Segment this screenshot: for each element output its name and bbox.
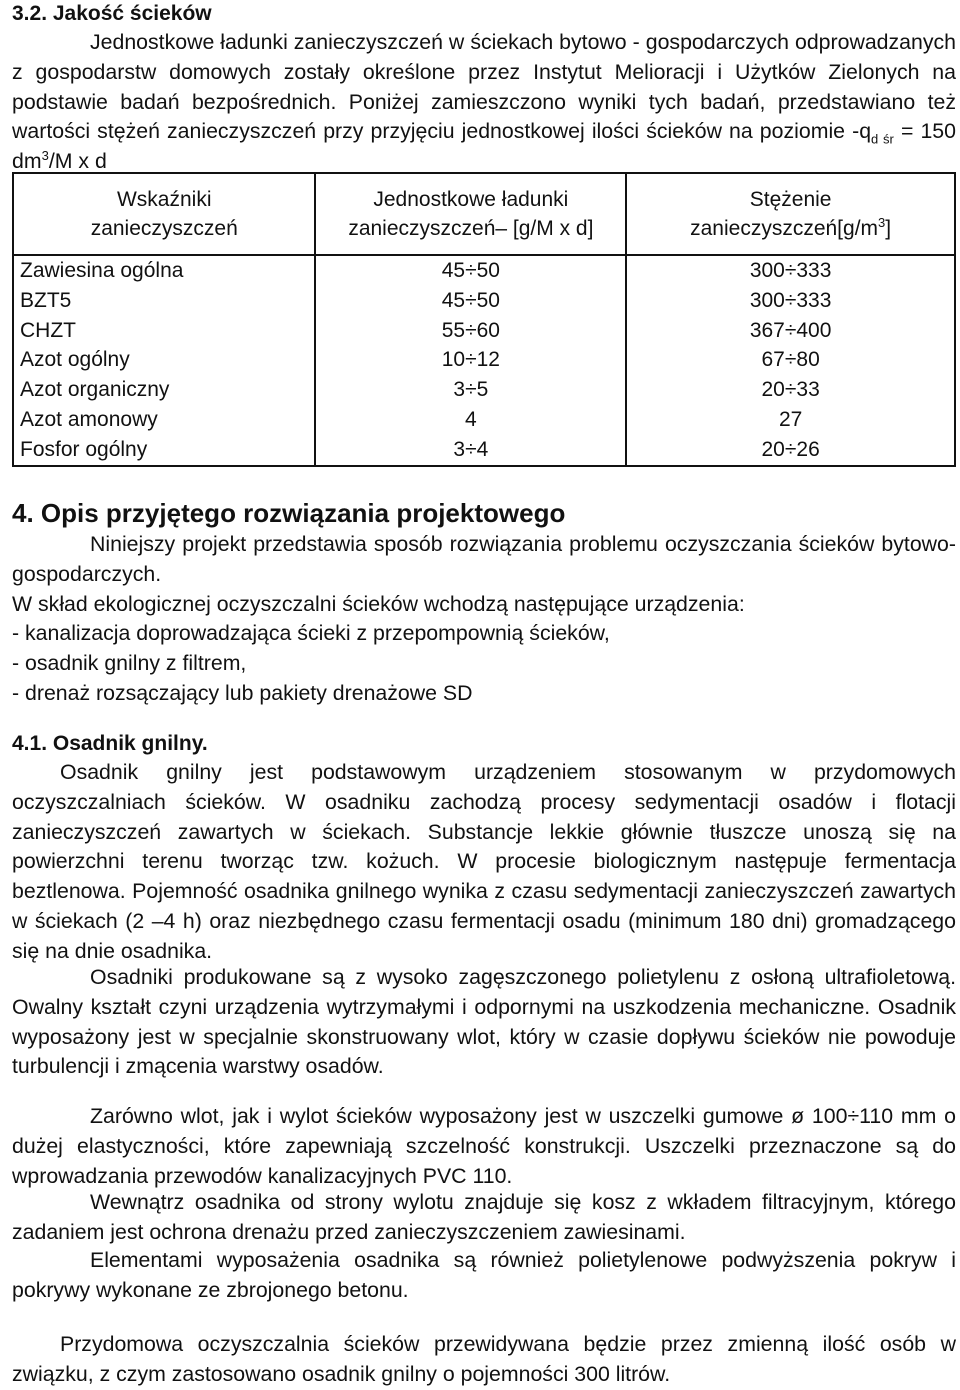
section-4-equipment-intro: W skład ekologicznej oczyszczalni ścieków wchodzą następujące urządzenia: — [12, 591, 745, 616]
pollutant-table — [12, 172, 956, 467]
table-header-row — [13, 173, 955, 255]
table-row: Zawiesina ogólna 45÷50 300÷333 — [13, 255, 955, 286]
table-row: Azot ogólny 10÷12 67÷80 — [13, 345, 955, 375]
intro-paragraph — [12, 28, 956, 177]
paragraph-capacity: Przydomowa oczyszczalnia ścieków przewidywana będzie przez zmienną ilość osób w związku, z czym zastosowano osadnik gnilny o pojemności 300 litrów. — [12, 1332, 956, 1386]
section-heading-3-2: 3.2. Jakość ścieków — [12, 2, 212, 25]
intro-text: Jednostkowe ładunki zanieczyszczeń w ściekach bytowo - gospodarczych odprowadzanych z gospodarstw domowych zostały określone przez Instytut Melioracji i Użytków Zielonych na podstawie badań bezpośrednich. Poniżej zamieszczono wyniki tych badań, przedstawiano też wartości stężeń zanieczyszczeń przy przyjęciu jednostkowej ilości ścieków na poziomie -q — [12, 30, 956, 144]
unit-superscript: 3 — [41, 148, 49, 164]
section-4-paragraph: Niniejszy projekt przedstawia sposób rozwiązania problemu oczyszczania ścieków bytowo-gospodarczych. — [12, 532, 956, 586]
section-heading-4: 4. Opis przyjętego rozwiązania projektowego — [12, 498, 566, 528]
paragraph-equipment: Elementami wyposażenia osadnika są również polietylenowe podwyższenia pokryw i pokrywy wykonane ze zbrojonego betonu. — [12, 1248, 956, 1302]
list-item: - kanalizacja doprowadzająca ścieki z przepompownią ścieków, — [12, 621, 610, 646]
header-concentration: Stężenie $zanieczyszczeń[g/m^3]$ — [626, 173, 955, 255]
flow-subscript: d śr — [871, 131, 894, 147]
header-indicators: Wskaźniki zanieczyszczeń — [13, 173, 315, 255]
flow-value: = 150 dm — [12, 119, 956, 174]
section-heading-4-1: 4.1. Osadnik gnilny. — [12, 732, 208, 755]
paragraph-filter-basket: Wewnątrz osadnika od strony wylotu znajduje się kosz z wkładem filtracyjnym, którego zadaniem jest ochrona drenażu przed zanieczyszczeniem zawiesinami. — [12, 1190, 956, 1244]
section-4-body — [12, 530, 956, 709]
header-unit-loads: Jednostkowe ładunki zanieczyszczeń– [g/M x d] — [315, 173, 626, 255]
list-item: - osadnik gnilny z filtrem, — [12, 651, 247, 676]
paragraph-polyethylene: Osadniki produkowane są z wysoko zagęszczonego polietylenu z osłoną ultrafioletową. Owalny kształt czyni urządzenia wytrzymałymi i odpornymi na uszkodzenia mechaniczne. Osadnik wyposażony jest w specjalnie skonstruowany wlot, który w czasie dopływu ścieków nie powoduje turbulencji i zmącenia warstwy osadów. — [12, 965, 956, 1079]
flow-unit: /M x d — [48, 149, 107, 174]
table-row: Fosfor ogólny 3÷4 20÷26 — [13, 435, 955, 466]
table-row: Azot amonowy 4 27 — [13, 405, 955, 435]
paragraph-seals: Zarówno wlot, jak i wylot ścieków wyposażony jest w uszczelki gumowe ø 100÷110 mm o dużej elastyczności, które zapewniają szczelność konstrukcji. Uszczelki przeznaczone są do wprowadzania przewodów kanalizacyjnych PVC 110. — [12, 1104, 956, 1188]
table-row: BZT5 45÷50 300÷333 — [13, 286, 955, 316]
list-item: - drenaż rozsączający lub pakiety drenażowe SD — [12, 680, 473, 705]
table-row: CHZT 55÷60 367÷400 — [13, 316, 955, 346]
table-row: Azot organiczny 3÷5 20÷33 — [13, 375, 955, 405]
paragraph-septic-tank: Osadnik gnilny jest podstawowym urządzeniem stosowanym w przydomowych oczyszczalniach ścieków. W osadniku zachodzą procesy sedymentacji osadów i flotacji zanieczyszczeń zawartych w ściekach. Substancje lekkie głównie tłuszcze unoszą się na powierzchni terenu tworząc tzw. kożuch. W procesie biologicznym następuje fermentacja beztlenowa. Pojemność osadnika gnilnego wynika z czasu sedymentacji zanieczyszczeń zawartych w ściekach (2 –4 h) oraz niezbędnego czasu fermentacji osadu (minimum 180 dni) gromadzącego się na dnie osadnika. — [12, 760, 956, 963]
